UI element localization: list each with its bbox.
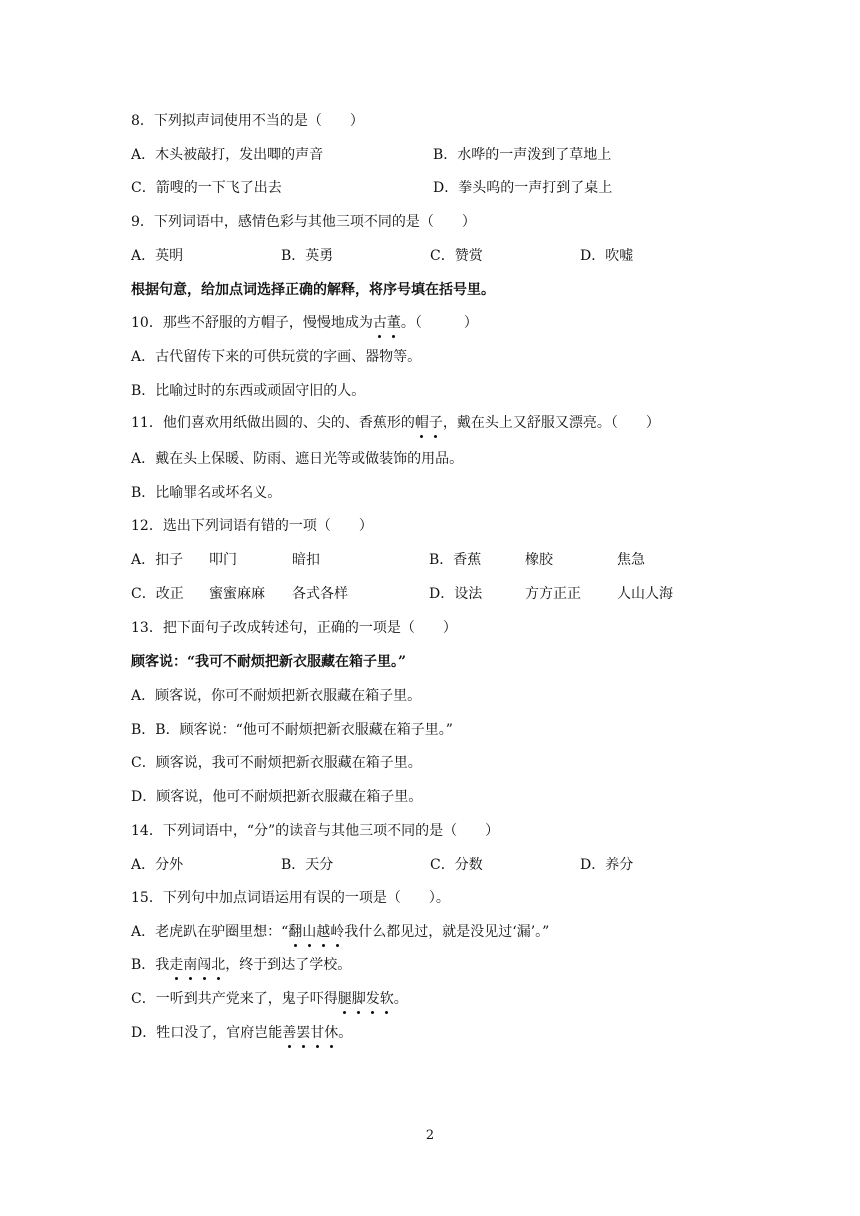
q13-option-a: A．顾客说，你可不耐烦把新衣服藏在箱子里。 [131,688,422,704]
q12-stem: 12．选出下列词语有错的一项（ ） [131,518,373,534]
q9-stem: 9．下列词语中，感情色彩与其他三项不同的是（ ） [131,214,476,230]
q15-a-dotted-char: 翻 [288,924,303,940]
q13-option-b: B．B．顾客说：“他可不耐烦把新衣服藏在箱子里。” [131,722,453,738]
q14-option-c: C．分数 [430,857,483,873]
q15-d-after: 。 [338,1025,353,1041]
q10-option-a: A．古代留传下来的可供玩赏的字画、器物等。 [131,349,422,365]
q15-d-dotted-char: 甘 [310,1025,325,1041]
q12-option-c-1: C．改正 [131,586,184,602]
q10-dotted-char: 古 [372,315,387,331]
q9-option-d: D．吹嘘 [580,248,634,264]
q15-option-a [131,922,549,942]
q15-d-dotted-char: 罢 [296,1025,311,1041]
q15-b-dotted-char: 北 [211,957,226,973]
q15-d-before: D．牲口没了，官府岂能 [131,1025,283,1041]
q9-option-a: A．英明 [131,248,184,264]
q15-a-dotted-char: 越 [316,924,331,940]
q13-quote: 顾客说：“我可不耐烦把新衣服藏在箱子里。” [131,654,407,670]
q12-option-c-2: 蜜蜜麻麻 [209,586,265,602]
q14-option-b: B．天分 [281,857,334,873]
q11-option-b: B．比喻罪名或坏名义。 [131,485,282,501]
q15-b-dotted-char: 南 [183,957,198,973]
q15-d-dotted-char: 休 [324,1025,339,1041]
q14-option-a: A．分外 [131,857,184,873]
q14-option-d: D．养分 [580,857,634,873]
q10-stem-before: 10．那些不舒服的方帽子，慢慢地成为 [131,315,373,331]
q15-a-dotted-char: 岭 [330,924,345,940]
q15-d-dotted-char: 善 [282,1025,297,1041]
q11-dotted-char: 帽 [414,415,429,431]
q15-option-b [131,955,351,975]
q10-stem-after: 。（ ） [400,315,478,331]
section-heading: 根据句意，给加点词选择正确的解释，将序号填在括号里。 [131,282,495,298]
q14-stem: 14．下列词语中，“分”的读音与其他三项不同的是（ ） [131,823,500,839]
q8-option-d: D．拳头呜的一声打到了桌上 [433,180,613,196]
q12-option-d-1: D．设法 [429,586,483,602]
q15-b-after: ，终于到达了学校。 [225,957,352,973]
q15-c-dotted-char: 脚 [351,991,366,1007]
q9-option-c: C．赞赏 [430,248,483,264]
q11-stem-before: 11．他们喜欢用纸做出圆的、尖的、香蕉形的 [131,415,415,431]
q15-c-dotted-char: 腿 [337,991,352,1007]
q8-option-b: B．水哗的一声泼到了草地上 [433,147,612,163]
q15-c-dotted-char: 发 [365,991,380,1007]
q12-option-d-3: 人山人海 [617,586,673,602]
q12-option-a-2: 叩门 [209,552,237,568]
q8-option-a: A．木头被敲打，发出唧的声音 [131,147,324,163]
q15-c-before: C．一听到共产党来了，鬼子吓得 [131,991,338,1007]
q13-option-d: D．顾客说，他可不耐烦把新衣服藏在箱子里。 [131,789,423,805]
q13-option-c: C．顾客说，我可不耐烦把新衣服藏在箱子里。 [131,755,422,771]
q10-dotted-char: 董 [386,315,401,331]
q12-option-a-3: 暗扣 [292,552,320,568]
q15-a-before: A．老虎趴在驴圈里想：“ [131,924,289,940]
q11-stem [131,413,660,433]
q15-a-dotted-char: 山 [302,924,317,940]
q12-option-b-3: 焦急 [617,552,645,568]
q13-stem: 13．把下面句子改成转述句，正确的一项是（ ） [131,620,457,636]
q15-c-after: 。 [393,991,408,1007]
q12-option-a-1: A．扣子 [131,552,184,568]
q15-stem: 15．下列句中加点词语运用有误的一项是（ ）。 [131,890,450,906]
q15-option-d [131,1023,352,1043]
q8-option-c: C．箭嗖的一下飞了出去 [131,180,282,196]
q15-b-dotted-char: 走 [169,957,184,973]
q11-dotted-char: 子 [428,415,443,431]
q11-stem-after: ，戴在头上又舒服又漂亮。（ ） [442,415,660,431]
q15-a-after: 我什么都见过，就是没见过‘漏’。” [344,924,550,940]
q15-c-dotted-char: 软 [379,991,394,1007]
q15-b-before: B．我 [131,957,170,973]
q8-stem: 8．下列拟声词使用不当的是（ ） [131,113,364,129]
q12-option-c-3: 各式各样 [292,586,348,602]
q10-stem [131,313,478,333]
q11-option-a: A．戴在头上保暖、防雨、遮日光等或做装饰的用品。 [131,451,464,467]
q12-option-d-2: 方方正正 [525,586,581,602]
q15-option-c [131,989,408,1009]
q15-b-dotted-char: 闯 [197,957,212,973]
q12-option-b-1: B．香蕉 [429,552,482,568]
q9-option-b: B．英勇 [281,248,334,264]
q12-option-b-2: 橡胶 [525,552,553,568]
q10-option-b: B．比喻过时的东西或顽固守旧的人。 [131,383,366,399]
page-number: 2 [425,1128,435,1143]
